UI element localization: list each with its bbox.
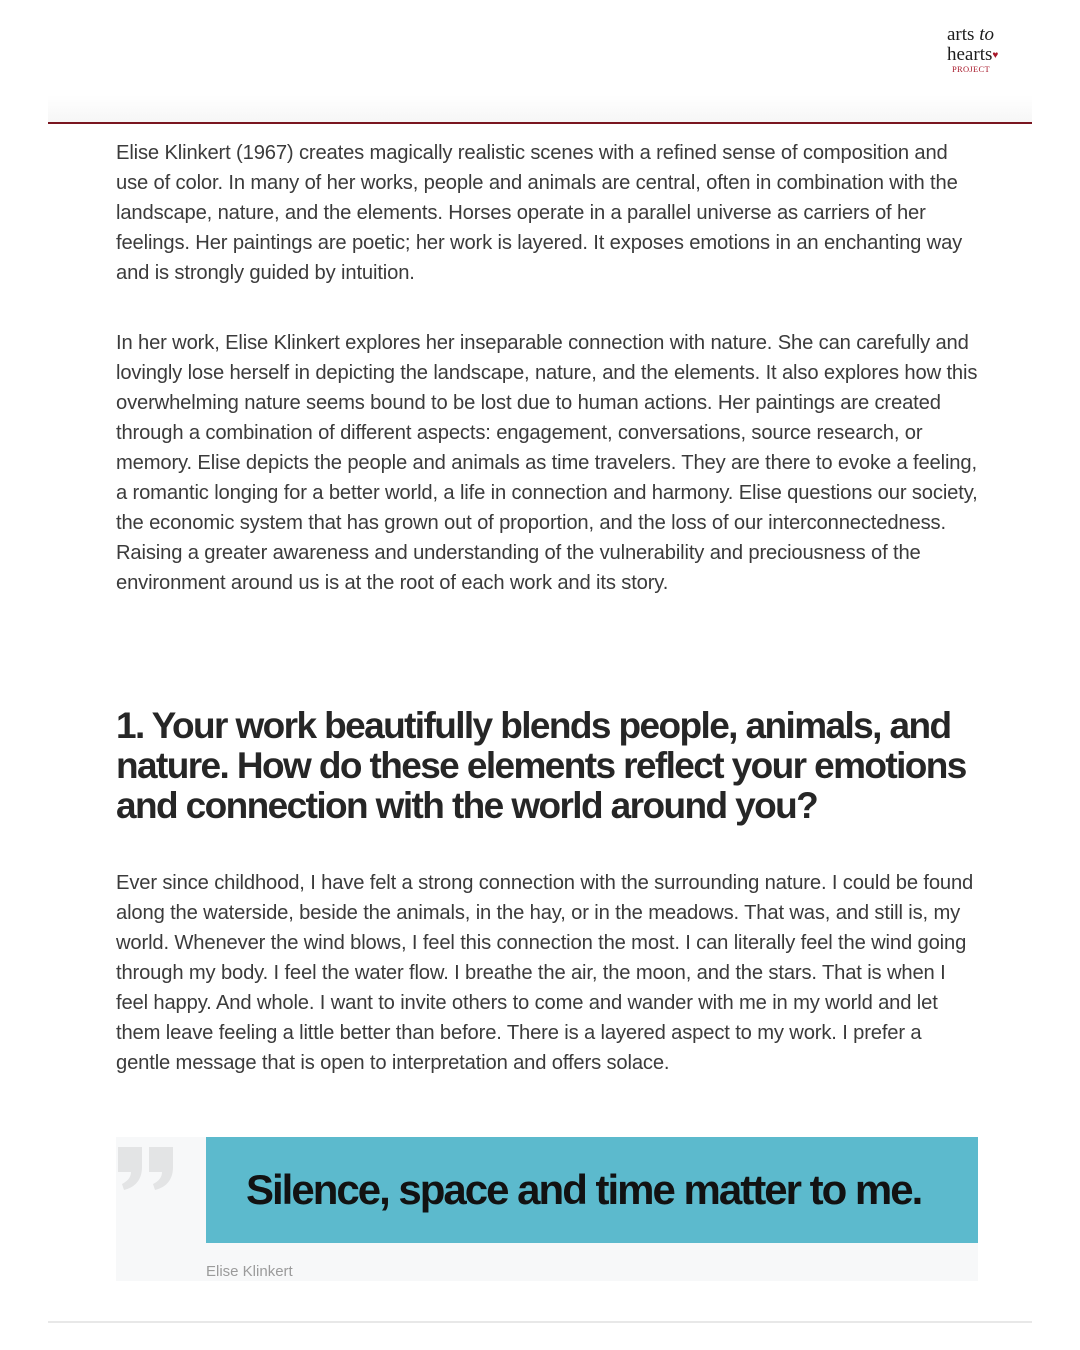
logo-word-project: PROJECT (952, 64, 990, 74)
footer-divider (48, 1321, 1032, 1323)
logo-word-hearts: hearts (947, 44, 993, 65)
pull-quote-box (206, 1137, 978, 1243)
body-paragraph: In her work, Elise Klinkert explores her inseparable connection with nature. She can carefully and lovingly lose herself in depicting the landscape, nature, and the elements. It also explores how this overwhelming nature seems bound to be lost due to human actions. Her paintings are created through a combination of different aspects: engagement, conversations, source research, or memory. Elise depicts the people and animals as time travelers. They are there to evoke a feeling, a romantic longing for a better world, a life in connection and harmony. Elise questions our society, the economic system that has grown out of proportion, and the loss of our interconnectedness. Raising a greater awareness and understanding of the vulnerability and preciousness of the environment around us is at the root of each work and its story. (116, 332, 978, 594)
header-divider (48, 122, 1032, 124)
logo-word-arts: arts (947, 24, 975, 45)
pull-quote (116, 1137, 978, 1281)
site-logo[interactable] (946, 24, 1012, 78)
header-shadow (48, 95, 1032, 123)
heart-icon: ♥ (992, 50, 999, 61)
interview-question-heading: 1. Your work beautifully blends people, animals, and nature. How do these elements reflect your emotions and connection with the world around you? (116, 705, 966, 826)
pull-quote-text: Silence, space and time matter to me. (246, 1166, 922, 1213)
logo-word-to: to (979, 24, 994, 45)
quote-mark-icon (116, 1137, 176, 1197)
interview-answer-paragraph: Ever since childhood, I have felt a strong connection with the surrounding nature. I could be found along the waterside, beside the animals, in the hay, or in the meadows. That was, and still is, my world. Whenever the wind blows, I feel this connection the most. I can literally feel the wind going through my body. I feel the water flow. I breathe the air, the moon, and the stars. That is when I feel happy. And whole. I want to invite others to come and wander with me in my world and let them leave feeling a little better than before. There is a layered aspect to my work. I prefer a gentle message that is open to interpretation and offers solace. (116, 872, 974, 1074)
pull-quote-author: Elise Klinkert (206, 1263, 293, 1280)
intro-paragraph: Elise Klinkert (1967) creates magically realistic scenes with a refined sense of composition and use of color. In many of her works, people and animals are central, often in combination with the landscape, nature, and the elements. Horses operate in a parallel universe as carriers of her feelings. Her paintings are poetic; her work is layered. It exposes emotions in an enchanting way and is strongly guided by intuition. (116, 142, 963, 284)
